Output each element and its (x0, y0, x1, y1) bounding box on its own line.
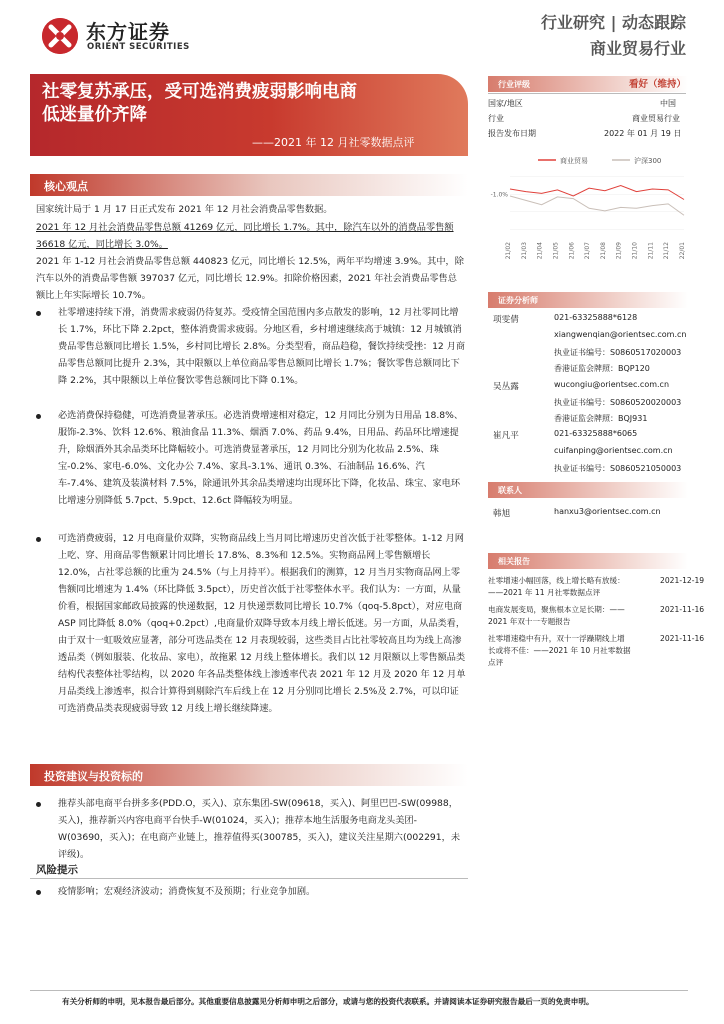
related-report-1[interactable] (488, 575, 648, 599)
info-key: 国家/地区 (488, 99, 523, 108)
analyst-phone: 021-63325888*6065 (554, 429, 638, 438)
bullet-icon (36, 802, 41, 807)
analyst-license: 执业证书编号：S0860517020003 (554, 348, 682, 357)
related-report-2[interactable] (488, 604, 648, 628)
x-tick-label: 21/04 (536, 242, 544, 260)
related-label: 相关报告 (488, 553, 688, 569)
x-tick-label: 21/10 (631, 242, 639, 260)
analyst-email[interactable]: cuifanping@orientsec.com.cn (554, 446, 673, 455)
risk-heading: 风险提示 (36, 864, 78, 876)
related-report-title: 电商发展变局，聚焦根本立足长期：—— (488, 605, 625, 614)
related-report-3[interactable] (488, 633, 648, 669)
core-heading: 核心观点 (30, 174, 468, 196)
related-report-title: 社零增速小幅回落，线上增长略有放缓： (488, 576, 625, 585)
x-tick-label: 21/12 (663, 242, 671, 260)
x-tick-label: 21/11 (647, 242, 655, 260)
analyst-hk-license: 香港证监会牌照：BQJ931 (554, 414, 648, 423)
core-bullet-2: 必选消费保持稳健，可选消费显著承压。必选消费增速相对稳定，12 月同比分别为日用品 18.8%、服饰-2.3%、饮料 12.6%、粮油食品 11.3%、烟酒 7.0%、药品 9.4%，日用品、药品环比增速提升，除烟酒外其余品类环比降幅较小。可选消费显著承压，12 月同比分别为化妆品 2.5%、珠宝-0.2%、家电-6.0%、文化办公 7.4%、家具-3.1%、通讯 0.3%、石油制品 16.6%、汽车-7.4%、建筑及装潢材料 7.5%，除通讯外其余品类增速均出现环比下降，化妆品、珠宝、家电环比增速分别降低 5.7pct、5.9pct、12.6ct 降幅较为明显。 (58, 410, 464, 506)
analyst-license: 执业证书编号：S0860521050003 (554, 464, 682, 473)
bullet-icon (36, 890, 41, 895)
title-subtitle: ——2021 年 12 月社零数据点评 (252, 136, 415, 149)
logo-en: ORIENT SECURITIES (87, 42, 190, 52)
core-intro: 国家统计局于 1 月 17 日正式发布 2021 年 12 月社会消费品零售数据。 (36, 204, 333, 215)
risk-text: 疫情影响；宏观经济波动；消费恢复不及预期；行业竞争加剧。 (58, 886, 316, 897)
related-report-subtitle: ——2021 年 11 月社零数据点评 (488, 588, 601, 597)
x-tick-label: 21/08 (599, 242, 607, 260)
x-tick-label: 21/07 (584, 242, 592, 260)
report-type: 行业研究 | 动态跟踪 (541, 13, 686, 32)
rating-value: 看好（维持） (628, 79, 686, 90)
x-tick-label: 21/02 (505, 242, 512, 260)
analyst-email[interactable]: wucongiu@orientsec.com.cn (554, 380, 670, 389)
analyst-license: 执业证书编号：S0860520020003 (554, 398, 682, 407)
bullet-icon (36, 311, 41, 316)
invest-heading: 投资建议与投资标的 (30, 764, 468, 786)
x-tick-label: 21/09 (615, 242, 623, 260)
contact-name: 韩旭 (493, 509, 511, 519)
contact-label: 联系人 (488, 482, 688, 498)
y-tick-label: -1.0% (490, 191, 508, 199)
info-value: 中国 (660, 99, 676, 108)
series-line-a (510, 186, 684, 200)
analyst-phone: 021-63325888*6128 (554, 313, 638, 322)
footer-divider (30, 990, 688, 991)
x-tick-label: 21/05 (552, 242, 560, 260)
related-report-subtitle: 2021 年双十一专题报告 (488, 617, 571, 626)
chart-svg (488, 152, 688, 272)
logo-cn: 东方证券 (86, 20, 170, 44)
related-report-date: 2021-11-16 (660, 634, 705, 643)
analyst-name: 吴丛露 (493, 382, 519, 392)
related-report-date: 2021-12-19 (660, 576, 705, 585)
legend-label-b: 沪深300 (634, 157, 662, 165)
company-logo-icon (42, 18, 78, 54)
core-bullet-1: 社零增速持续下滑，消费需求疲弱仍待复苏。受疫情全国范围内多点散发的影响，12 月社零同比增长 1.7%，环比下降 2.2pct，整体消费需求疲弱。分地区看，乡村增速继续高于城镇：12 月城镇消费品零售总额同比增长 1.5%，乡村同比增长 2.8%。分类型看，商品趋稳，餐饮持续受挫：12 月商品零售总额同比提升 2.3%，其中限额以上单位商品零售总额同比增长 1.7%；餐饮零售总额同比下降 2.2%，其中限额以上单位餐饮零售总额同比下降 0.1%。 (58, 307, 466, 386)
x-tick-label: 22/01 (679, 242, 686, 260)
rating-label: 行业评级 (488, 76, 688, 92)
related-report-title: 社零增速稳中有升，双十一浮躁期线上增 (488, 634, 625, 643)
analyst-email[interactable]: xiangwenqian@orientsec.com.cn (554, 330, 687, 339)
footer-disclaimer: 有关分析师的申明，见本报告最后部分。其他重要信息披露见分析师申明之后部分，或请与您的投资代表联系。并请阅读本证券研究报告最后一页的免责申明。 (62, 997, 594, 1006)
legend-label-a: 商业贸易 (560, 157, 588, 165)
info-key: 报告发布日期 (488, 129, 536, 138)
core-para-2: 2021 年 1-12 月社会消费品零售总额 440823 亿元，同比增长 12.5%，两年平均增速 3.9%。其中，除汽车以外的消费品零售额 397037 亿元，同比增长 12.9%。扣除价格因素，2021 年社会消费品零售总额比上年实际增长 10.7%。 (36, 256, 464, 301)
title-line-2: 低迷量价齐降 (42, 105, 147, 125)
analyst-name: 崔凡平 (493, 431, 519, 441)
invest-text: 推荐头部电商平台拼多多(PDD.O，买入)、京东集团-SW(09618，买入)、阿里巴巴-SW(09988，买入)，推荐新兴内容电商平台快手-W(01024，买入)；推荐本地生活服务电商龙头美团-W(03690，买入)；在电商产业链上，推荐值得买(300785，买入)，建议关注星期六(002291，未评级)。 (58, 798, 461, 860)
x-tick-label: 21/06 (568, 242, 576, 260)
bullet-icon (36, 537, 41, 542)
related-report-subtitle: 点评 (488, 658, 504, 667)
related-report-date: 2021-11-16 (660, 605, 705, 614)
contact-email[interactable]: hanxu3@orientsec.com.cn (554, 507, 661, 516)
analyst-name: 项雯倩 (493, 315, 519, 325)
analyst-hk-license: 香港证监会牌照：BQP120 (554, 364, 650, 373)
divider (488, 93, 686, 94)
series-line-b (510, 196, 684, 215)
industry-name: 商业贸易行业 (589, 39, 686, 58)
performance-chart (488, 152, 688, 272)
info-key: 行业 (488, 114, 504, 123)
analysts-label: 证券分析师 (488, 292, 688, 308)
core-para-1: 2021 年 12 月社会消费品零售总额 41269 亿元，同比增长 1.7%。其中，除汽车以外的消费品零售额 36618 亿元，同比增长 3.0%。 (36, 222, 454, 250)
x-tick-label: 21/03 (520, 242, 528, 260)
info-value: 2022 年 01 月 19 日 (604, 129, 682, 138)
info-value: 商业贸易行业 (632, 114, 680, 123)
related-report-subtitle: 长或将不佳：——2021 年 10 月社零数据 (488, 646, 631, 655)
divider (30, 878, 468, 879)
core-bullet-3: 可选消费疲弱，12 月电商量价双降，实物商品线上当月同比增速历史首次低于社零整体。1-12 月网上吃、穿、用商品零售额累计同比增长 17.8%、8.3%和 12.5%。实物商品网上零售额增长 12.0%，占社零总额的比重为 24.5%（与上月持平）。根据我们的测算，12 月当月实物商品网上零售额同比增速为 1.4%（环比降低 3.5pct），历史首次低于社零整体水平。我们认为：一方面，从量价看，根据国家邮政局披露的快递数据，12 月快递票数同比增长 10.7%（qoq-5.8pct），对应电商 ASP 同比降低 8.0%（qoq+0.2pct）,电商量价双降导致本月线上增长低迷。另一方面，从品类看，由于双十一虹吸效应显著，部分可选品类在 12 月表现较弱，这些类目占比社零较高且均为线上高渗透品类（例如服装、化妆品、家电），故拖累 12 月线上整体增长。我们以 12 月限额以上零售额品类结构代表整体社零结构，以 2020 年各品类整体线上渗透率代表 2021 年 12 月及 2020 年 12 月单月品类线上渗透率，拟合计算得到剔除汽车后线上在 12 月分别同比增长 2.5%及 2.7%，可以印证可选消费品类表现疲弱导致 12 月线上增长继续降速。 (58, 533, 466, 714)
bullet-icon (36, 414, 41, 419)
title-line-1: 社零复苏承压，受可选消费疲弱影响电商 (42, 82, 357, 102)
